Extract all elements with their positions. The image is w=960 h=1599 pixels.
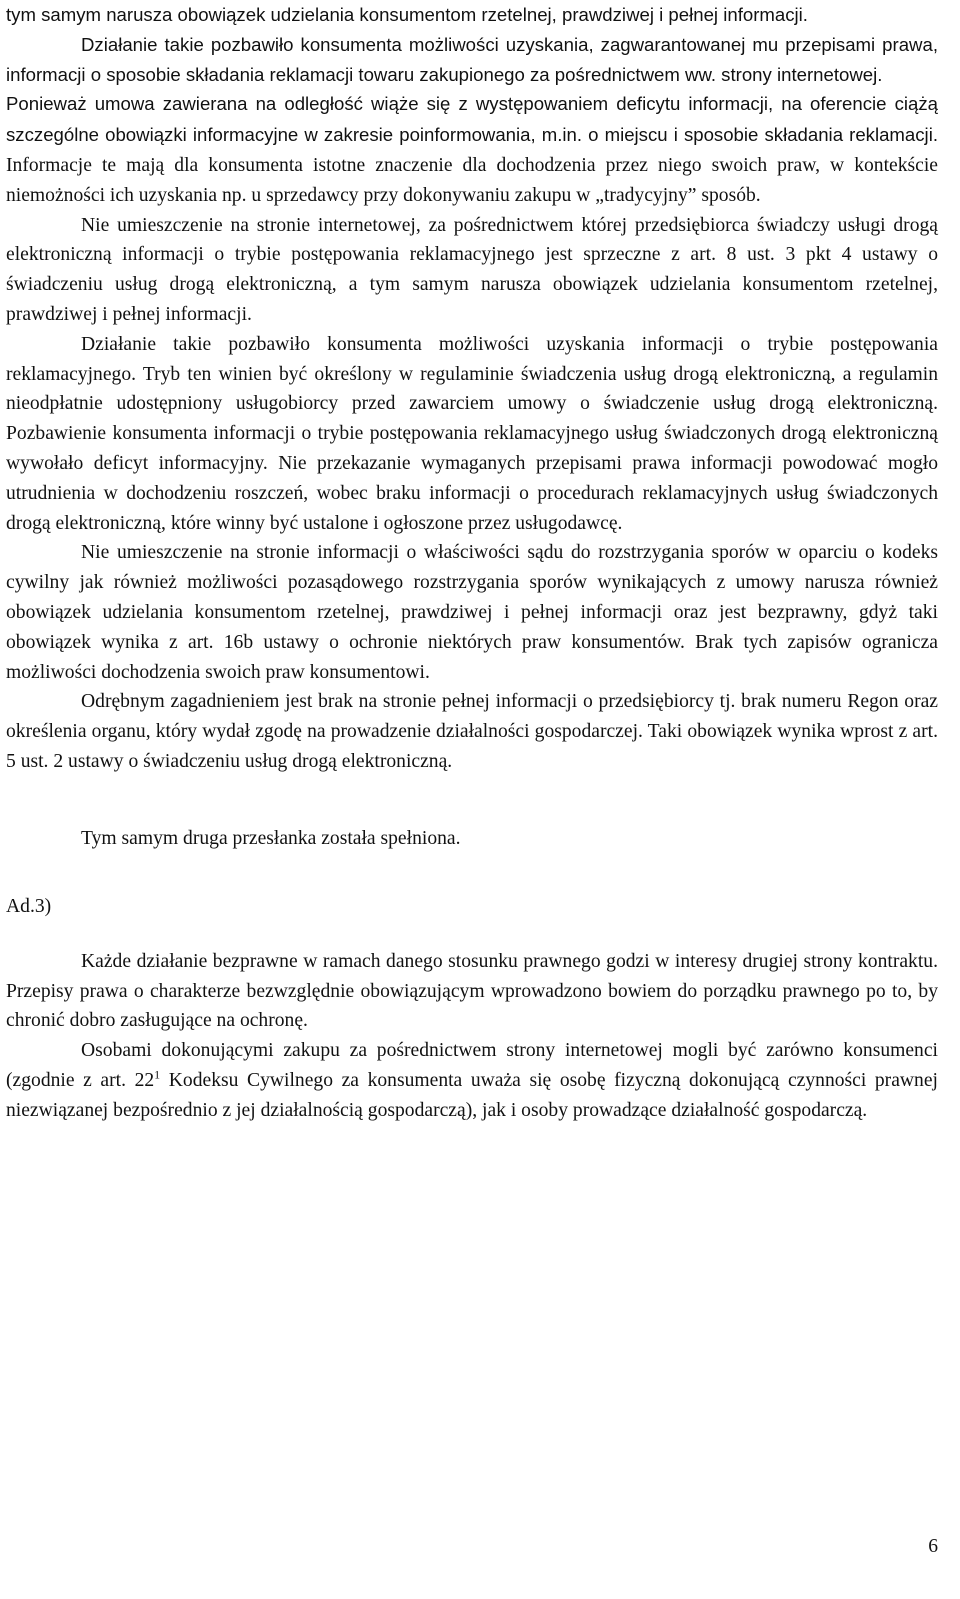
paragraph-court-jurisdiction: Nie umieszczenie na stronie informacji o właściwości sądu do rozstrzygania sporów w oparciu o kodeks cywilny jak również możliwości pozasądowego rozstrzygania sporów wynikających z umowy narusza również obowiązek udzielania konsumentom rzetelnej, prawdziwej i pełnej informacji oraz jest bezprawny, gdyż taki obowiązek wynika z art. 16b ustawy o ochronie niektórych praw konsumentów. Brak tych zapisów ogranicza możliwości dochodzenia swoich praw konsumentowi.: [6, 542, 938, 683]
paragraph-unlawful-action: Każde działanie bezprawne w ramach danego stosunku prawnego godzi w interesy drugiej strony kontraktu. Przepisy prawa o charakterze bezwzględnie obowiązującym wprowadzono bowiem do porządku prawnego po to, by chronić dobro zasługujące na ochronę.: [6, 950, 938, 1032]
paragraph-information-deficit-sans-part: Ponieważ umowa zawierana na odległość wiąże się z występowaniem deficytu informacji, na oferencie ciążą szczególne obowiązki informacyjne w zakresie poinformowania, m.in. o miejscu i sposobie składania reklamacji.: [6, 93, 938, 146]
paragraph-information-deficit: [6, 89, 938, 210]
paragraph-buyers-consumers: [6, 1036, 938, 1125]
paragraph-no-complaint-procedure: Nie umieszczenie na stronie internetowej, za pośrednictwem której przedsiębiorca świadczy usługi drogą elektroniczną informacji o trybie postępowania reklamacyjnego jest sprzeczne z art. 8 ust. 3 pkt 4 ustawy o świadczeniu usług drogą elektroniczną, a tym samym narusza obowiązek udzielania konsumentom rzetelnej, prawdziwej i pełnej informacji.: [6, 214, 938, 325]
paragraph-information-deficit-serif-part: Informacje te mają dla konsumenta istotne znaczenie dla dochodzenia przez niego swoich praw, w kontekście niemożności ich uzyskania np. u sprzedawcy przy dokonywaniu zakupu w „tradycyjny” sposób.: [6, 154, 938, 206]
page-number: 6: [928, 1536, 938, 1557]
paragraph-continuation: tym samym narusza obowiązek udzielania konsumentom rzetelnej, prawdziwej i pełnej informacji.: [6, 4, 808, 25]
document-page: [6, 0, 938, 1126]
paragraph-buyers-consumers-part1: Osobami dokonującymi zakupu za pośrednictwem strony internetowej mogli być zarówno konsumenci (zgodnie z art. 22: [6, 1040, 938, 1091]
paragraph-regulation-terms: Działanie takie pozbawiło konsumenta możliwości uzyskania informacji o trybie postępowania reklamacyjnego. Tryb ten winien być określony w regulaminie świadczenia usług drogą elektroniczną, a regulamin nieodpłatnie udostępniony usługobiorcy przed zawarciem umowy o świadczenie usług drogą elektroniczną. Pozbawienie konsumenta informacji o trybie postępowania reklamacyjnego usług świadczonych drogą elektroniczną wywołało deficyt informacyjny. Nie przekazanie wymaganych przepisami prawa informacji powodować mogło utrudnienia w dochodzeniu roszczeń, wobec braku informacji o procedurach reklamacyjnych usług świadczonych drogą elektroniczną, które winny być ustalone i ogłoszone przez usługodawcę.: [6, 333, 938, 534]
paragraph-entrepreneur-info: Odrębnym zagadnieniem jest brak na stronie pełnej informacji o przedsiębiorcy tj. brak numeru Regon oraz określenia organu, który wydał zgodę na prowadzenie działalności gospodarczej. Taki obowiązek wynika wprost z art. 5 ust. 2 ustawy o świadczeniu usług drogą elektroniczną.: [6, 691, 938, 772]
section-label-ad3: Ad.3): [6, 895, 52, 917]
paragraph-deprivation-complaint-info: Działanie takie pozbawiło konsumenta możliwości uzyskania, zagwarantowanej mu przepisami prawa, informacji o sposobie składania reklamacji towaru zakupionego za pośrednictwem ww. strony internetowej.: [6, 33, 938, 85]
article-superscript: 1: [154, 1067, 161, 1082]
section-ad3: [6, 821, 938, 947]
second-premise-fulfilled-text: Tym samym druga przesłanka została spełniona.: [81, 827, 461, 849]
paragraph-buyers-consumers-part2: Kodeksu Cywilnego za konsumenta uważa się osobę fizyczną dokonującą czynności prawnej niezwiązanej bezpośrednio z jej działalnością gospodarczą), jak i osoby prowadzące działalność gospodarczą.: [6, 1069, 938, 1121]
